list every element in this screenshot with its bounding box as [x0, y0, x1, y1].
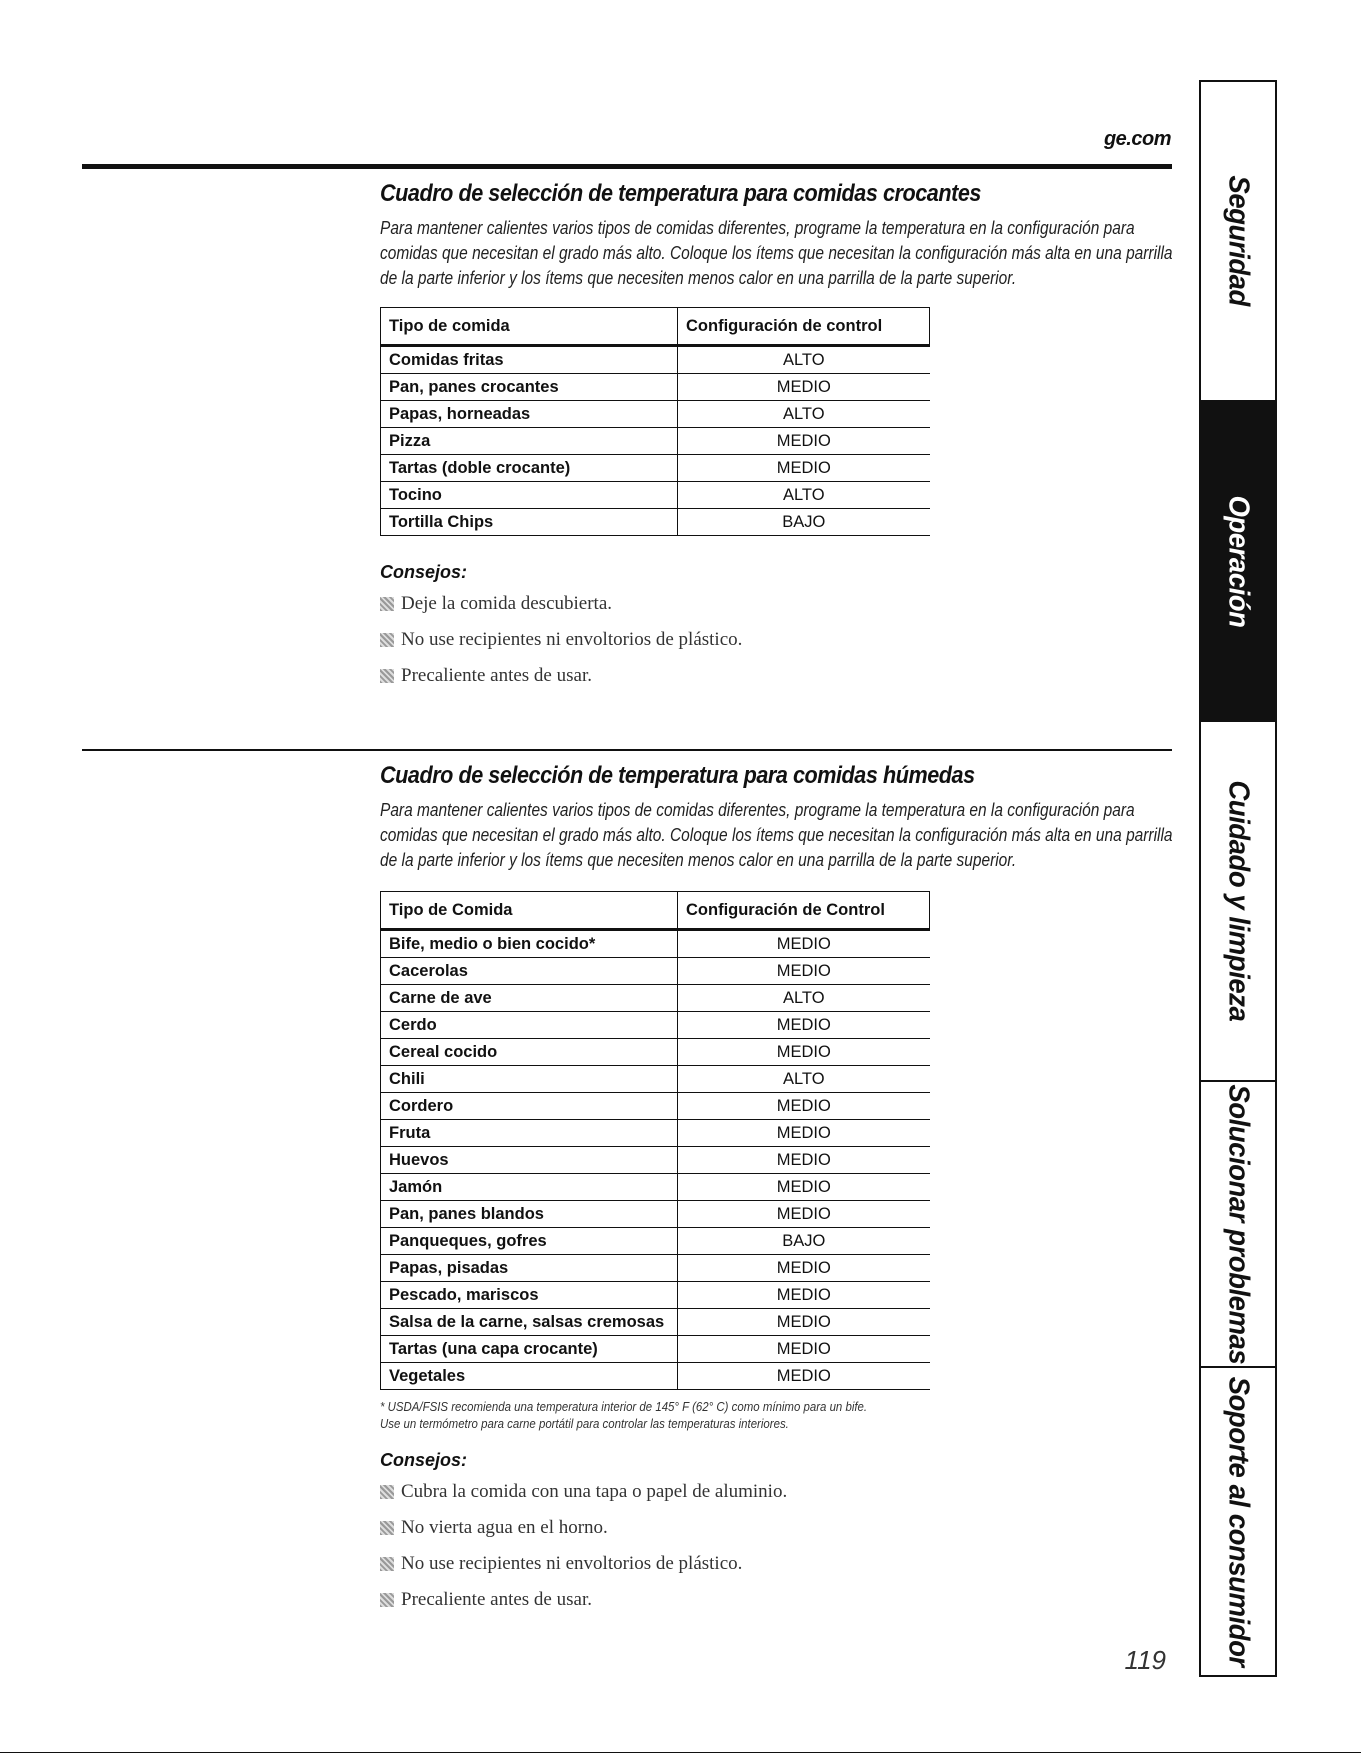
- col-header-setting: Configuración de control: [678, 308, 930, 346]
- control-setting-cell: ALTO: [678, 346, 930, 374]
- control-setting-cell: ALTO: [678, 482, 930, 509]
- food-type-cell: Pan, panes crocantes: [381, 374, 678, 401]
- table-row: [381, 1228, 930, 1255]
- table-row: [381, 1039, 930, 1066]
- table-header-row: [381, 308, 930, 346]
- food-type-cell: Pescado, mariscos: [381, 1282, 678, 1309]
- bullet-icon: [380, 1521, 394, 1535]
- control-setting-cell: MEDIO: [678, 1012, 930, 1039]
- control-setting-cell: MEDIO: [678, 1282, 930, 1309]
- control-setting-cell: BAJO: [678, 509, 930, 536]
- section-tabs: [1199, 80, 1277, 1677]
- food-type-cell: Huevos: [381, 1147, 678, 1174]
- control-setting-cell: MEDIO: [678, 374, 930, 401]
- col-header-food: Tipo de Comida: [381, 892, 678, 930]
- table-row: [381, 1174, 930, 1201]
- food-type-cell: Tocino: [381, 482, 678, 509]
- control-setting-cell: ALTO: [678, 1066, 930, 1093]
- list-item: [380, 593, 1170, 615]
- control-setting-cell: MEDIO: [678, 1363, 930, 1390]
- food-type-cell: Salsa de la carne, salsas cremosas: [381, 1309, 678, 1336]
- list-item: [380, 1553, 1170, 1575]
- tip-text: Precaliente antes de usar.: [401, 1589, 592, 1610]
- bullet-icon: [380, 669, 394, 683]
- table-header-row: [381, 892, 930, 930]
- table-row: [381, 428, 930, 455]
- moist-foods-table: [380, 891, 930, 1390]
- tab-section[interactable]: [1201, 82, 1275, 402]
- top-rule: [82, 164, 1172, 169]
- table-row: [381, 1012, 930, 1039]
- food-type-cell: Tortilla Chips: [381, 509, 678, 536]
- control-setting-cell: MEDIO: [678, 1174, 930, 1201]
- control-setting-cell: MEDIO: [678, 428, 930, 455]
- control-setting-cell: MEDIO: [678, 1093, 930, 1120]
- tip-text: No use recipientes ni envoltorios de plástico.: [401, 1553, 743, 1574]
- table-row: [381, 482, 930, 509]
- bullet-icon: [380, 1557, 394, 1571]
- food-type-cell: Chili: [381, 1066, 678, 1093]
- table-row: [381, 985, 930, 1012]
- table-row: [381, 930, 930, 958]
- control-setting-cell: MEDIO: [678, 455, 930, 482]
- control-setting-cell: MEDIO: [678, 1201, 930, 1228]
- list-item: [380, 629, 1170, 651]
- bullet-icon: [380, 1593, 394, 1607]
- tips-label: Consejos:: [380, 1450, 468, 1470]
- table-row: [381, 455, 930, 482]
- control-setting-cell: ALTO: [678, 401, 930, 428]
- section-title: Cuadro de selección de temperatura para comidas crocantes: [380, 180, 981, 207]
- control-setting-cell: ALTO: [678, 985, 930, 1012]
- list-item: [380, 665, 1170, 687]
- food-type-cell: Cacerolas: [381, 958, 678, 985]
- tips-list: [380, 1481, 1170, 1611]
- food-type-cell: Cerdo: [381, 1012, 678, 1039]
- control-setting-cell: MEDIO: [678, 1309, 930, 1336]
- food-type-cell: Papas, horneadas: [381, 401, 678, 428]
- control-setting-cell: BAJO: [678, 1228, 930, 1255]
- control-setting-cell: MEDIO: [678, 1147, 930, 1174]
- tip-text: No use recipientes ni envoltorios de plástico.: [401, 629, 743, 650]
- control-setting-cell: MEDIO: [678, 1120, 930, 1147]
- food-type-cell: Pan, panes blandos: [381, 1201, 678, 1228]
- tab-section[interactable]: [1201, 722, 1275, 1082]
- food-type-cell: Bife, medio o bien cocido*: [381, 930, 678, 958]
- table-row: [381, 1363, 930, 1390]
- food-type-cell: Fruta: [381, 1120, 678, 1147]
- food-type-cell: Vegetales: [381, 1363, 678, 1390]
- tab-label: Solucionar problemas: [1222, 1084, 1255, 1364]
- tab-section[interactable]: [1201, 402, 1275, 722]
- table-row: [381, 509, 930, 536]
- tips-list: [380, 593, 1170, 687]
- section-intro: Para mantener calientes varios tipos de comidas diferentes, programe la temperatura en la configuración para comidas que necesitan el grado más alto. Coloque los ítems que necesitan la configuración más alta en una parrilla de la parte inferior y los ítems que necesiten menos calor en una parrilla de la parte superior.: [380, 800, 1173, 870]
- section-title: Cuadro de selección de temperatura para comidas húmedas: [380, 762, 975, 789]
- table-row: [381, 1120, 930, 1147]
- food-type-cell: Pizza: [381, 428, 678, 455]
- control-setting-cell: MEDIO: [678, 930, 930, 958]
- crispy-foods-table: [380, 307, 930, 536]
- table-row: [381, 958, 930, 985]
- col-header-food: Tipo de comida: [381, 308, 678, 346]
- col-header-setting: Configuración de Control: [678, 892, 930, 930]
- page-number: 119: [1124, 1645, 1166, 1675]
- food-type-cell: Papas, pisadas: [381, 1255, 678, 1282]
- tab-section[interactable]: [1201, 1082, 1275, 1368]
- list-item: [380, 1517, 1170, 1539]
- bullet-icon: [380, 633, 394, 647]
- tab-label: Soporte al consumidor: [1222, 1376, 1255, 1667]
- table-body: [381, 346, 930, 536]
- control-setting-cell: MEDIO: [678, 1039, 930, 1066]
- tab-section[interactable]: [1201, 1368, 1275, 1675]
- section-crispy-foods: [380, 180, 1173, 701]
- food-type-cell: Cereal cocido: [381, 1039, 678, 1066]
- table-body: [381, 930, 930, 1390]
- food-type-cell: Comidas fritas: [381, 346, 678, 374]
- control-setting-cell: MEDIO: [678, 958, 930, 985]
- section-moist-foods: [380, 762, 1173, 1625]
- food-type-cell: Panqueques, gofres: [381, 1228, 678, 1255]
- table-row: [381, 1147, 930, 1174]
- table-row: [381, 374, 930, 401]
- bullet-icon: [380, 597, 394, 611]
- control-setting-cell: MEDIO: [678, 1255, 930, 1282]
- tab-label: Cuidado y limpieza: [1222, 780, 1255, 1022]
- tab-label: Operación: [1222, 495, 1255, 627]
- table-row: [381, 1336, 930, 1363]
- table-row: [381, 1066, 930, 1093]
- food-type-cell: Cordero: [381, 1093, 678, 1120]
- bullet-icon: [380, 1485, 394, 1499]
- tip-text: No vierta agua en el horno.: [401, 1517, 608, 1538]
- table-row: [381, 1309, 930, 1336]
- food-type-cell: Carne de ave: [381, 985, 678, 1012]
- food-type-cell: Jamón: [381, 1174, 678, 1201]
- table-row: [381, 401, 930, 428]
- table-row: [381, 1282, 930, 1309]
- table-row: [381, 1093, 930, 1120]
- site-url: ge.com: [1103, 128, 1171, 150]
- section-intro: Para mantener calientes varios tipos de comidas diferentes, programe la temperatura en la configuración para comidas que necesitan el grado más alto. Coloque los ítems que necesitan la configuración más alta en una parrilla de la parte inferior y los ítems que necesiten menos calor en una parrilla de la parte superior.: [380, 218, 1173, 288]
- control-setting-cell: MEDIO: [678, 1336, 930, 1363]
- tip-text: Deje la comida descubierta.: [401, 593, 613, 614]
- table-row: [381, 1201, 930, 1228]
- tips-label: Consejos:: [380, 562, 468, 582]
- tip-text: Cubra la comida con una tapa o papel de aluminio.: [401, 1481, 788, 1502]
- footnote: * USDA/FSIS recomienda una temperatura interior de 145° F (62° C) como mínimo para un bife. Use un termómetro para carne portátil para controlar las temperaturas interiores.: [380, 1399, 868, 1431]
- food-type-cell: Tartas (una capa crocante): [381, 1336, 678, 1363]
- tip-text: Precaliente antes de usar.: [401, 665, 592, 686]
- section-divider: [82, 749, 1172, 751]
- table-row: [381, 346, 930, 374]
- tab-label: Seguridad: [1222, 175, 1255, 307]
- food-type-cell: Tartas (doble crocante): [381, 455, 678, 482]
- bottom-rule: [0, 1752, 1361, 1753]
- list-item: [380, 1589, 1170, 1611]
- table-row: [381, 1255, 930, 1282]
- list-item: [380, 1481, 1170, 1503]
